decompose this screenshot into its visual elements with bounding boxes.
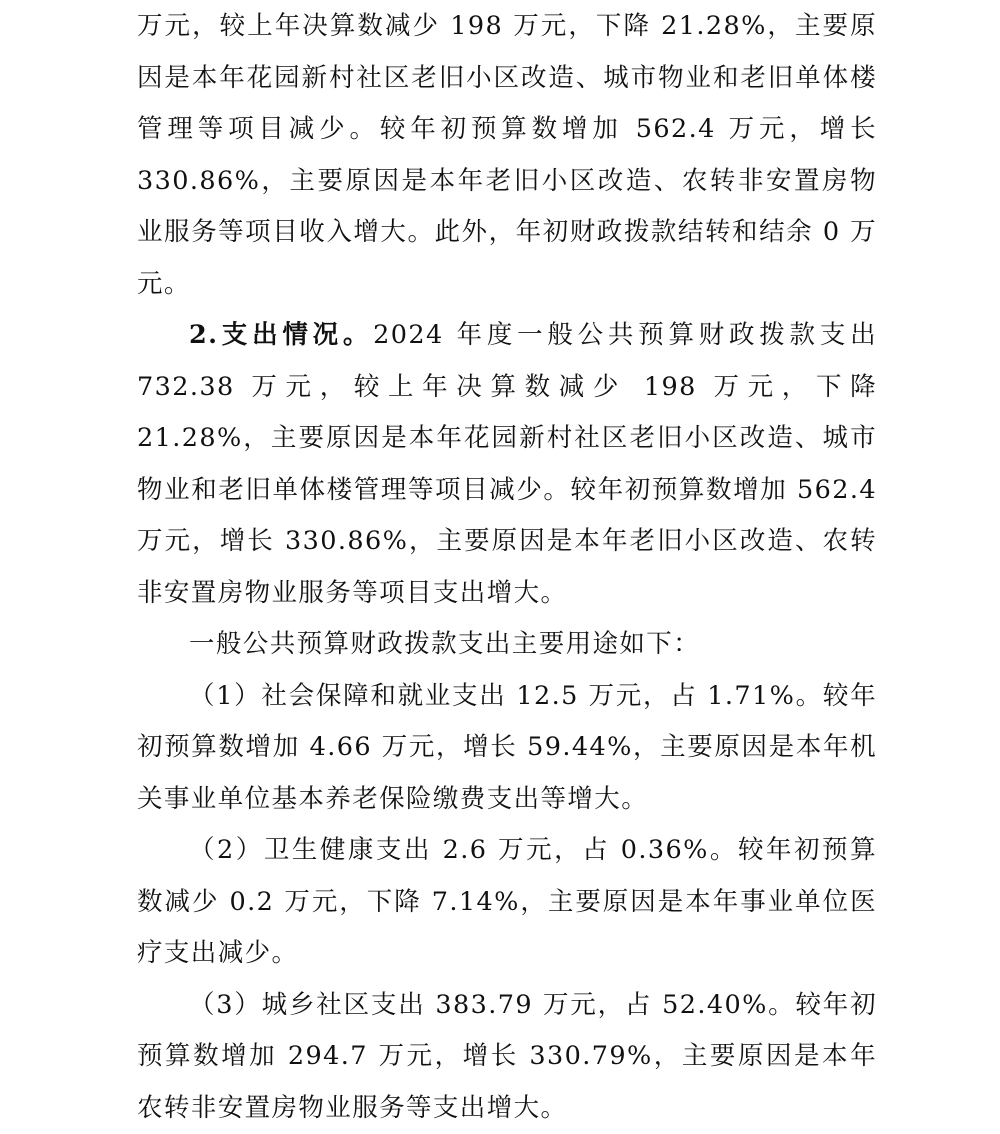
document-page bbox=[137, 0, 877, 1134]
paragraph-item-health: （2）卫生健康支出 2.6 万元，占 0.36%。较年初预算数减少 0.2 万元，下降 7.14%，主要原因是本年事业单位医疗支出减少。 bbox=[137, 825, 877, 980]
paragraph-expenditure-body: 2024 年度一般公共预算财政拨款支出 732.38 万元，较上年决算数减少 198 万元，下降 21.28%，主要原因是本年花园新村社区老旧小区改造、城市物业和老旧单体楼管理等项目减少。较年初预算数增加 562.4 万元，增长 330.86%，主要原因是本年老旧小区改造、农转非安置房物业服务等项目支出增大。 bbox=[137, 320, 877, 608]
section-heading-expenditure: 2.支出情况。 bbox=[189, 320, 373, 350]
paragraph-usage-intro: 一般公共预算财政拨款支出主要用途如下： bbox=[137, 619, 877, 671]
paragraph-item-social-security: （1）社会保障和就业支出 12.5 万元，占 1.71%。较年初预算数增加 4.66 万元，增长 59.44%，主要原因是本年机关事业单位基本养老保险缴费支出等增大。 bbox=[137, 671, 877, 826]
paragraph-item-urban-rural: （3）城乡社区支出 383.79 万元，占 52.40%。较年初预算数增加 294.7 万元，增长 330.79%，主要原因是本年农转非安置房物业服务等支出增大。 bbox=[137, 980, 877, 1134]
paragraph-income-continued: 万元，较上年决算数减少 198 万元，下降 21.28%，主要原因是本年花园新村社区老旧小区改造、城市物业和老旧单体楼管理等项目减少。较年初预算数增加 562.4 万元，增长 330.86%，主要原因是本年老旧小区改造、农转非安置房物业服务等项目收入增大。此外，年初财政拨款结转和结余 0 万元。 bbox=[137, 1, 877, 310]
paragraph-expenditure bbox=[137, 310, 877, 619]
